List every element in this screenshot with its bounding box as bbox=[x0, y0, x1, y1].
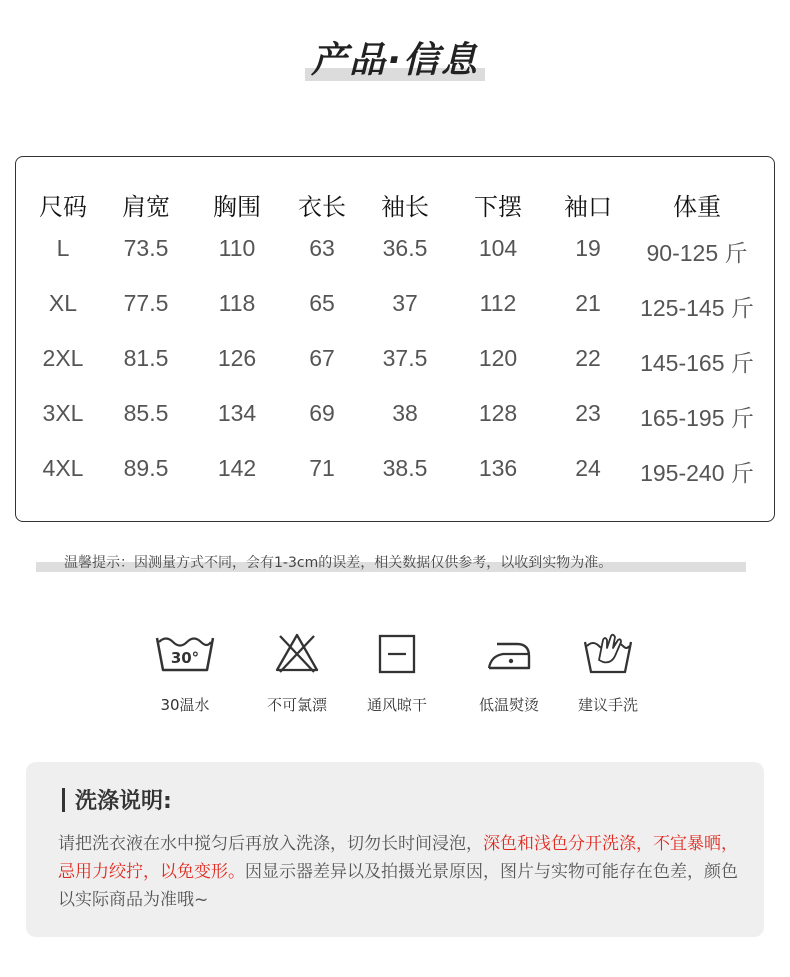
table-cell: 85.5 bbox=[123, 400, 169, 426]
table-cell: 165-195 斤 bbox=[640, 405, 754, 431]
table-cell: 77.5 bbox=[123, 290, 169, 316]
care-label-dry: 通风晾干 bbox=[366, 696, 427, 714]
table-cell: 136 bbox=[478, 455, 518, 481]
table-cell: 24 bbox=[575, 455, 601, 481]
title-section bbox=[0, 32, 790, 83]
table-cell: 112 bbox=[479, 290, 517, 316]
care-label-wash: 30温水 bbox=[160, 696, 210, 714]
table-cell: 73.5 bbox=[123, 235, 169, 261]
wash-body bbox=[58, 830, 738, 914]
low-iron-icon bbox=[481, 630, 537, 676]
table-header-cell: 尺码 bbox=[39, 193, 87, 221]
table-header-cell: 衣长 bbox=[298, 193, 346, 221]
wash-text-warning: 深色和浅色分开洗涤，不宜暴晒，忌用力绞拧，以免变形。 bbox=[58, 834, 738, 882]
wash-title-bar bbox=[62, 788, 65, 812]
table-cell: 37.5 bbox=[382, 345, 428, 371]
care-label-bleach: 不可氯漂 bbox=[266, 696, 327, 714]
table-cell: 118 bbox=[218, 290, 256, 316]
table-cell: 65 bbox=[309, 290, 335, 316]
table-cell: 19 bbox=[575, 235, 601, 261]
table-header-cell: 体重 bbox=[673, 193, 721, 221]
care-wash-30 bbox=[130, 630, 240, 715]
wash-text-2: 因显示器差异以及拍摄光景原因，图片与实物可能存在色差，颜色以实际商品为准哦~ bbox=[58, 862, 738, 910]
wash-temp-glyph: 30° bbox=[170, 649, 200, 667]
measurement-note bbox=[36, 552, 746, 574]
care-shade-dry bbox=[342, 630, 452, 715]
table-cell: 90-125 斤 bbox=[646, 240, 748, 266]
table-cell: 23 bbox=[575, 400, 601, 426]
table-cell: 126 bbox=[217, 345, 257, 371]
hand-wash-icon bbox=[581, 630, 635, 676]
table-header-cell: 袖长 bbox=[381, 193, 429, 221]
care-low-iron bbox=[454, 630, 564, 715]
table-cell: 38 bbox=[392, 400, 418, 426]
table-cell: 110 bbox=[218, 235, 256, 261]
table-cell: 125-145 斤 bbox=[640, 295, 754, 321]
table-cell: 134 bbox=[217, 400, 257, 426]
table-cell: 128 bbox=[478, 400, 518, 426]
shade-dry-icon bbox=[374, 630, 420, 676]
table-cell: 22 bbox=[575, 345, 601, 371]
table-cell: 67 bbox=[309, 345, 335, 371]
table-cell: 63 bbox=[309, 235, 335, 261]
care-label-iron: 低温熨烫 bbox=[478, 696, 539, 714]
title-highlight bbox=[305, 32, 485, 83]
table-cell: 37 bbox=[392, 290, 418, 316]
table-cell: 21 bbox=[575, 290, 601, 316]
table-cell: 4XL bbox=[42, 455, 84, 481]
table-cell: 69 bbox=[309, 400, 335, 426]
table-cell: 145-165 斤 bbox=[640, 350, 754, 376]
table-cell: 120 bbox=[478, 345, 518, 371]
table-header-cell: 肩宽 bbox=[122, 193, 170, 221]
table-cell: 71 bbox=[309, 455, 335, 481]
size-table bbox=[15, 156, 775, 522]
table-cell: 142 bbox=[217, 455, 257, 481]
care-label-hand: 建议手洗 bbox=[577, 696, 638, 714]
table-cell: 195-240 斤 bbox=[640, 460, 754, 486]
care-hand-wash bbox=[553, 630, 663, 715]
wash-text-1: 请把洗衣液在水中搅匀后再放入洗涤，切勿长时间浸泡， bbox=[58, 834, 483, 854]
wash-30-icon bbox=[153, 630, 217, 676]
table-cell: 2XL bbox=[42, 345, 84, 371]
care-no-bleach bbox=[242, 630, 352, 715]
table-cell: 38.5 bbox=[382, 455, 428, 481]
wash-title bbox=[62, 784, 172, 815]
page-title: 产品·信息 bbox=[311, 40, 479, 81]
table-header-cell: 下摆 bbox=[474, 193, 522, 221]
table-cell: 89.5 bbox=[123, 455, 169, 481]
table-header-cell: 胸围 bbox=[213, 193, 261, 221]
table-cell: 81.5 bbox=[123, 345, 169, 371]
table-cell: 104 bbox=[478, 235, 518, 261]
wash-instructions-card bbox=[26, 762, 764, 937]
table-cell: 3XL bbox=[42, 400, 84, 426]
table-header-cell: 袖口 bbox=[564, 193, 612, 221]
table-cell: XL bbox=[48, 290, 78, 316]
no-bleach-icon bbox=[272, 630, 322, 676]
note-text: 温馨提示：因测量方式不同，会有1-3cm的误差，相关数据仅供参考，以收到实物为准。 bbox=[64, 555, 613, 571]
table-cell: L bbox=[56, 235, 70, 261]
table-cell: 36.5 bbox=[382, 235, 428, 261]
wash-title-text: 洗涤说明: bbox=[75, 789, 172, 814]
